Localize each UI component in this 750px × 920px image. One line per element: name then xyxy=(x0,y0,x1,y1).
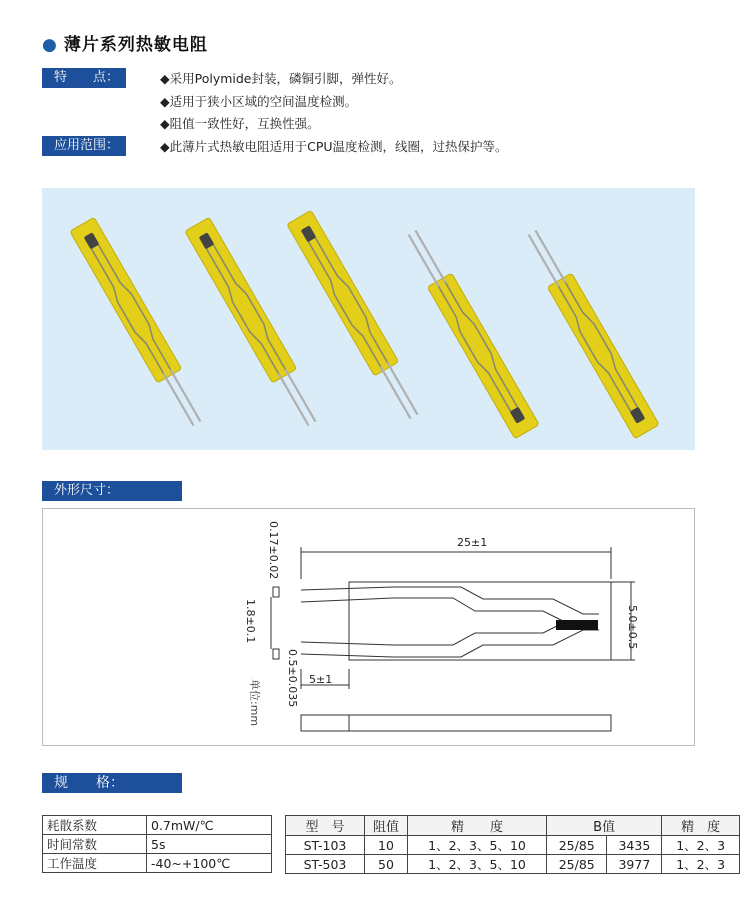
feature-item: ◆采用Polymide封装，磷铜引脚，弹性好。 xyxy=(160,71,402,86)
feature-item: ◆适用于狭小区域的空间温度检测。 xyxy=(160,94,358,109)
page-title-text: 薄片系列热敏电阻 xyxy=(63,35,208,55)
accuracy-cell: 1、2、3、5、10 xyxy=(408,855,547,874)
spec-value: -40~+100℃ xyxy=(147,854,272,873)
model-cell: ST-503 xyxy=(286,855,365,874)
product-photo xyxy=(42,188,695,450)
table-row xyxy=(43,816,272,835)
b-cond-cell: 25/85 xyxy=(547,836,607,855)
thermistor-illustration xyxy=(42,188,695,450)
spec-value: 5s xyxy=(147,835,272,854)
b-val-cell: 3977 xyxy=(607,855,662,874)
lead-exposed-dimension: 5±1 xyxy=(309,673,333,686)
lead-dia-dimension: 0.5±0.035 xyxy=(286,649,299,708)
spec-table-models xyxy=(285,815,740,874)
b-acc-cell: 1、2、3 xyxy=(662,836,740,855)
page-title xyxy=(42,30,208,55)
table-row xyxy=(43,835,272,854)
outline-drawing xyxy=(43,509,694,745)
header-b-value: B值 xyxy=(547,816,662,836)
accuracy-cell: 1、2、3、5、10 xyxy=(408,836,547,855)
application-text: ◆此薄片式热敏电阻适用于CPU温度检测，线圈，过热保护等。 xyxy=(160,139,508,154)
resistance-cell: 10 xyxy=(365,836,408,855)
header-resistance: 阻值 xyxy=(365,816,408,836)
spec-name: 工作温度 xyxy=(43,854,147,873)
table-header-row xyxy=(286,816,740,836)
spec-name: 时间常数 xyxy=(43,835,147,854)
table-row xyxy=(286,855,740,874)
model-cell: ST-103 xyxy=(286,836,365,855)
thickness-dimension: 0.17±0.02 xyxy=(267,521,280,580)
b-cond-cell: 25/85 xyxy=(547,855,607,874)
spec-name: 耗散系数 xyxy=(43,816,147,835)
header-accuracy: 精 度 xyxy=(408,816,547,836)
feature-item: ◆阻值一致性好，互换性强。 xyxy=(160,116,320,131)
spec-value: 0.7mW/℃ xyxy=(147,816,272,835)
features-label: 特 点： xyxy=(42,68,126,88)
b-val-cell: 3435 xyxy=(607,836,662,855)
table-row xyxy=(43,854,272,873)
application-label: 应用范围： xyxy=(42,136,126,156)
spec-table-general xyxy=(42,815,272,873)
table-row xyxy=(286,836,740,855)
width-dimension: 5.0±0.5 xyxy=(626,605,639,650)
bullet-icon: ● xyxy=(42,35,58,55)
lead-spacing-dimension: 1.8±0.1 xyxy=(244,599,257,644)
spec-label: 规 格： xyxy=(42,773,182,793)
header-model: 型 号 xyxy=(286,816,365,836)
b-acc-cell: 1、2、3 xyxy=(662,855,740,874)
length-dimension: 25±1 xyxy=(457,536,488,549)
resistance-cell: 50 xyxy=(365,855,408,874)
dimension-drawing xyxy=(42,508,695,746)
header-b-accuracy: 精 度 xyxy=(662,816,740,836)
unit-label: 单位:mm xyxy=(248,679,261,727)
dimensions-label: 外形尺寸： xyxy=(42,481,182,501)
